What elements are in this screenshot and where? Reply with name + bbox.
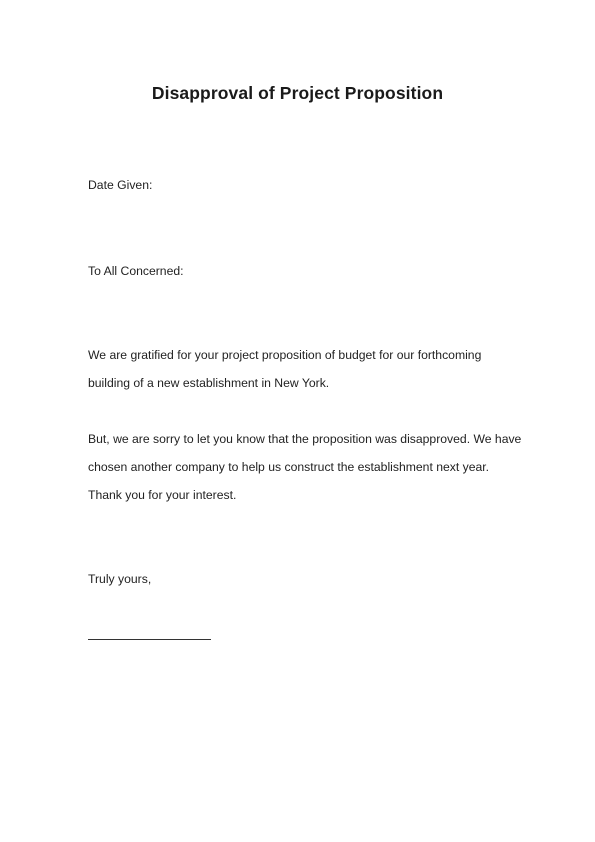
paragraph1-line2: building of a new establishment in New York. <box>88 376 330 390</box>
paragraph1-line1: We are gratified for your project proposition of budget for our forthcoming <box>88 348 482 362</box>
document-title: Disapproval of Project Proposition <box>151 83 444 103</box>
signature-line <box>88 639 211 640</box>
paragraph2-line3: Thank you for your interest. <box>88 488 237 502</box>
salutation: To All Concerned: <box>88 264 184 278</box>
paragraph2-line2: chosen another company to help us construct the establishment next year. <box>88 460 490 474</box>
date-label: Date Given: <box>88 178 153 192</box>
paragraph2-line1: But, we are sorry to let you know that the proposition was disapproved. We have <box>88 432 522 446</box>
closing: Truly yours, <box>88 572 152 586</box>
